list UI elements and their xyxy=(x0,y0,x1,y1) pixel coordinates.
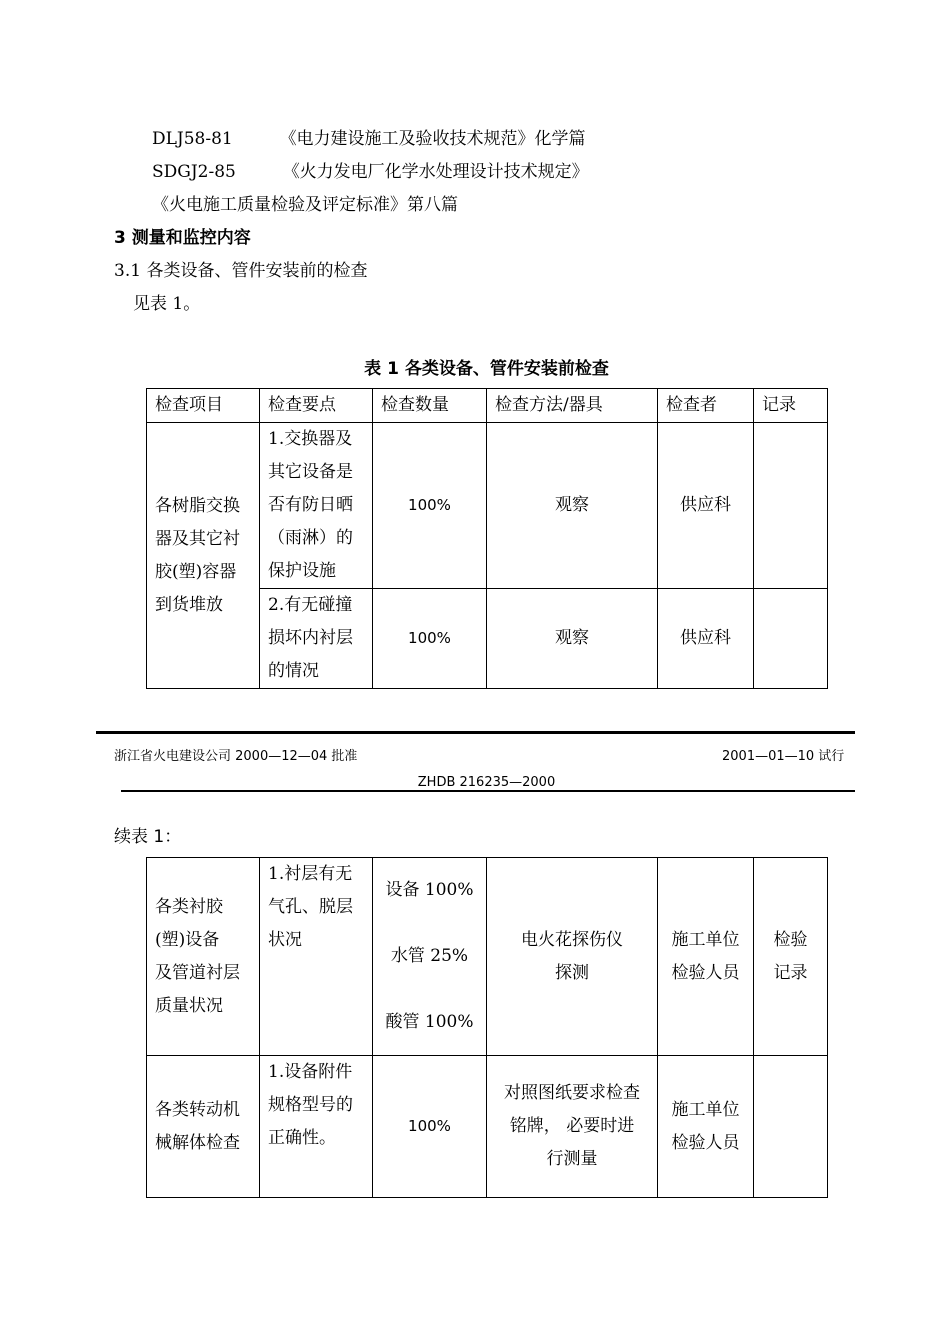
table-row xyxy=(147,423,828,589)
cell-line: 各树脂交换 xyxy=(155,495,240,516)
cell-line: 2.有无碰撞 xyxy=(268,595,353,615)
record-cell xyxy=(754,858,828,1056)
continued-label: 续表 1： xyxy=(114,827,182,847)
method-cell xyxy=(487,858,658,1056)
quantity-cell: 100% xyxy=(373,589,487,689)
reference-code: DLJ58-81 xyxy=(152,129,233,149)
point-cell xyxy=(260,1056,373,1198)
point-cell xyxy=(260,423,373,589)
cell-line: 探测 xyxy=(555,962,589,983)
footer-code: ZHDB 216235—2000 xyxy=(417,775,556,790)
point-cell xyxy=(260,589,373,689)
cell-line: 铭牌， 必要时进 xyxy=(509,1116,635,1136)
header-cell: 检查项目 xyxy=(147,389,260,423)
cell-line: 记录 xyxy=(773,962,808,983)
footer-right: 2001—01—10 试行 xyxy=(722,749,845,764)
item-cell xyxy=(147,858,260,1056)
cell-line: 损坏内衬层 xyxy=(268,628,353,648)
point-cell xyxy=(260,858,373,1056)
cell-line: 检验人员 xyxy=(671,1132,740,1153)
record-cell xyxy=(754,589,828,689)
cell-line: 质量状况 xyxy=(155,995,223,1016)
reference-line-3 xyxy=(152,194,458,216)
inspector-cell xyxy=(658,1056,754,1198)
item-cell xyxy=(147,423,260,689)
cell-line: 到货堆放 xyxy=(155,594,223,615)
cell-line: 各类衬胶 xyxy=(155,896,223,917)
cell-line: 气孔、脱层 xyxy=(268,897,353,917)
subsection-heading: 3.1 各类设备、管件安装前的检查 xyxy=(114,261,368,281)
inspector-cell xyxy=(658,858,754,1056)
cell-line: 正确性。 xyxy=(268,1128,336,1148)
item-cell xyxy=(147,1056,260,1198)
header-cell: 检查方法/器具 xyxy=(487,389,658,423)
reference-title: 《电力建设施工及验收技术规范》化学篇 xyxy=(279,129,586,149)
table-header-row xyxy=(147,389,828,423)
method-cell: 观察 xyxy=(487,423,658,589)
reference-title: 《火电施工质量检验及评定标准》第八篇 xyxy=(152,195,458,215)
cell-line: 状况 xyxy=(268,930,302,950)
reference-line-1 xyxy=(152,128,586,150)
header-cell: 检查要点 xyxy=(260,389,373,423)
cell-line: 否有防日晒 xyxy=(268,495,353,515)
see-table-text: 见表 1。 xyxy=(133,294,201,314)
quantity-cell xyxy=(373,858,487,1056)
cell-line: 施工单位 xyxy=(671,929,740,950)
method-cell xyxy=(487,1056,658,1198)
cell-line: 1.交换器及 xyxy=(268,429,353,449)
header-cell: 检查数量 xyxy=(373,389,487,423)
cell-line: 对照图纸要求检查 xyxy=(504,1083,640,1103)
cell-line: 水管 25% xyxy=(390,946,469,966)
inspection-table xyxy=(146,388,828,689)
cell-line: (塑)设备 xyxy=(155,929,220,950)
header-cell: 检查者 xyxy=(658,389,754,423)
inspector-cell: 供应科 xyxy=(658,589,754,689)
cell-line: 规格型号的 xyxy=(268,1095,353,1115)
cell-line: 检验 xyxy=(773,929,808,950)
footer-left: 浙江省火电建设公司 2000—12—04 批准 xyxy=(114,749,358,764)
cell-line: 其它设备是 xyxy=(268,462,353,482)
cell-line: 酸管 100% xyxy=(385,1012,474,1032)
cell-line: 及管道衬层 xyxy=(155,962,240,983)
reference-line-2 xyxy=(152,161,589,183)
table-row xyxy=(147,1056,828,1198)
reference-code: SDGJ2-85 xyxy=(152,162,236,182)
footer-rule-bottom xyxy=(121,790,855,792)
quantity-cell: 100% xyxy=(373,423,487,589)
cell-line: 施工单位 xyxy=(671,1099,740,1120)
cell-line: 器及其它衬 xyxy=(155,528,240,549)
cell-line: 胶(塑)容器 xyxy=(155,561,237,582)
cell-line: （雨淋）的 xyxy=(268,528,353,548)
header-cell: 记录 xyxy=(754,389,828,423)
cell-line: 检验人员 xyxy=(671,962,740,983)
reference-title: 《火力发电厂化学水处理设计技术规定》 xyxy=(282,162,589,182)
section-heading: 3 测量和监控内容 xyxy=(114,228,251,248)
table-row xyxy=(147,858,828,1056)
cell-line: 电火花探伤仪 xyxy=(521,929,623,950)
inspection-table-continued xyxy=(146,857,828,1198)
record-cell xyxy=(754,423,828,589)
cell-line: 保护设施 xyxy=(268,561,336,581)
footer-rule-top xyxy=(96,731,855,734)
inspector-cell: 供应科 xyxy=(658,423,754,589)
cell-line: 1.衬层有无 xyxy=(268,864,353,884)
quantity-cell: 100% xyxy=(373,1056,487,1198)
cell-line: 各类转动机 xyxy=(155,1099,240,1120)
record-cell xyxy=(754,1056,828,1198)
method-cell: 观察 xyxy=(487,589,658,689)
cell-line: 的情况 xyxy=(268,661,319,681)
table-caption: 表 1 各类设备、管件安装前检查 xyxy=(364,359,609,379)
cell-line: 行测量 xyxy=(546,1149,598,1169)
cell-line: 1.设备附件 xyxy=(268,1062,353,1082)
cell-line: 设备 100% xyxy=(385,880,474,900)
cell-line: 械解体检查 xyxy=(155,1132,240,1153)
